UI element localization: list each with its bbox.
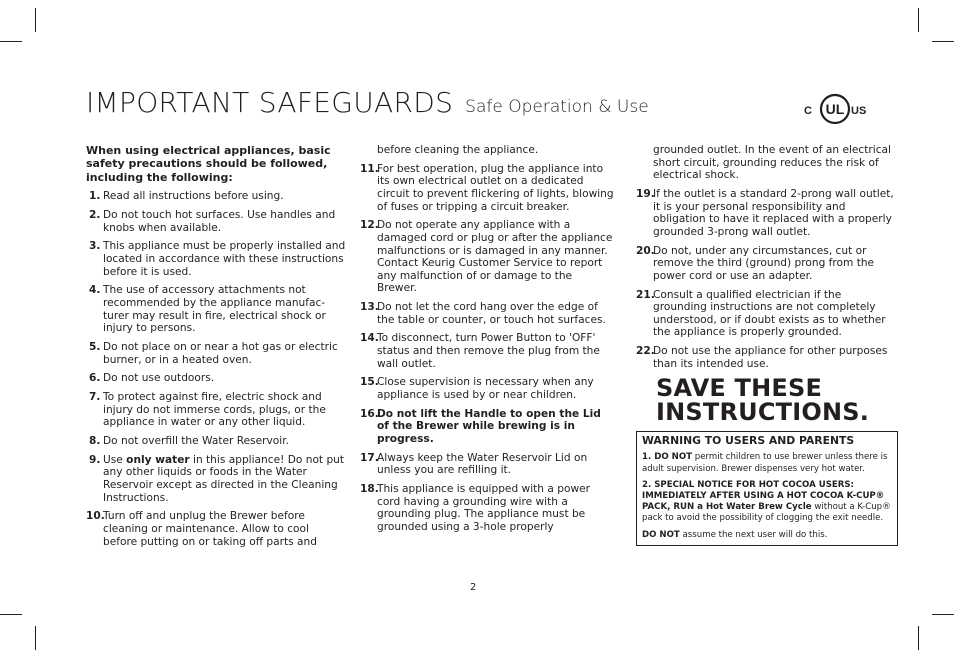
ul-mark-right: US xyxy=(851,105,867,117)
safeguard-item: 11. For best operation, plug the appliance into its own electrical outlet on a dedicated circuit to prevent flickering of lights, blowing of fuses or tripping a circuit breaker. xyxy=(360,162,614,213)
crop-mark xyxy=(932,614,954,615)
safeguard-item: 18. This appliance is equipped with a power cord having a grounding wire with a grounding plug. The appliance must be grounded using a 3-hole properly xyxy=(360,483,590,533)
column-3 xyxy=(636,144,898,546)
safeguard-item: 13. Do not let the cord hang over the edge of the table or counter, or touch hot surfaces. xyxy=(360,301,606,326)
title-subtitle: Safe Operation & Use xyxy=(465,97,649,117)
ul-mark-center: UL xyxy=(825,101,845,117)
safeguard-item: 22. Do not use the appliance for other purposes than its intended use. xyxy=(636,345,888,370)
crop-mark xyxy=(918,8,919,32)
safeguard-item: 20. Do not, under any circumstances, cut or remove the third (ground) prong from the power cord or use an adapter. xyxy=(636,244,875,282)
warning-paragraph: 1. DO NOT permit children to use brewer unless there is adult supervision. Brewer dispenses very hot water. xyxy=(642,452,888,474)
safeguard-item: 6. Do not use outdoors. xyxy=(89,372,215,385)
crop-mark xyxy=(932,41,954,42)
safeguard-item-continued: grounded outlet. In the event of an electrical short circuit, grounding reduces the risk of electrical shock. xyxy=(653,144,891,182)
crop-mark xyxy=(35,626,36,650)
safeguard-item: 3. This appliance must be properly installed and located in accordance with these instructions before it is used. xyxy=(89,240,346,278)
ul-mark-left: C xyxy=(804,105,812,117)
save-instructions-heading: SAVE THESE INSTRUCTIONS. xyxy=(656,374,870,427)
safeguard-item: 7. To protect against fire, electric shock and injury do not immerse cords, plugs, or the appliance in water or any other liquid. xyxy=(89,391,326,429)
safeguard-item: 1. Read all instructions before using. xyxy=(89,190,284,203)
safeguard-item: 14. To disconnect, turn Power Button to 'OFF' status and then remove the plug from the wall outlet. xyxy=(360,332,600,370)
safeguard-item: 10. Turn off and unplug the Brewer before cleaning or maintenance. Allow to cool before putting on or taking off parts and xyxy=(86,510,317,548)
ul-certification-icon xyxy=(800,92,870,126)
safeguard-item: 4. The use of accessory attachments not recommended by the appliance manufacturer may result in fire, electrical shock or injury to persons. xyxy=(89,284,326,335)
title-main: IMPORTANT SAFEGUARDS xyxy=(86,86,454,119)
warning-title: WARNING TO USERS AND PARENTS xyxy=(642,434,855,448)
warning-paragraph: 2. SPECIAL NOTICE FOR HOT COCOA USERS: IMMEDIATELY AFTER USING A HOT COCOA K-CUP® PACK, RUN a Hot Water Brew Cycle without a K-Cup® pack to avoid the possibility of clogging the exit needle. xyxy=(642,479,891,524)
page-title xyxy=(86,86,649,119)
safeguard-item: 17. Always keep the Water Reservoir Lid on unless you are refilling it. xyxy=(360,451,588,477)
safeguard-item-continued: before cleaning the appliance. xyxy=(377,144,539,156)
safeguard-item: 21. Consult a qualified electrician if the grounding instructions are not completely understood, or if doubt exists as to whether the appliance is properly grounded. xyxy=(636,288,886,339)
safeguard-item: 5. Do not place on or near a hot gas or electric burner, or in a heated oven. xyxy=(89,340,338,366)
safeguard-item: 9. Use only water in this appliance! Do not put any other liquids or foods in the Water Reservoir except as directed in the Cleaning Instructions. xyxy=(89,453,345,504)
crop-mark xyxy=(35,8,36,32)
warning-box xyxy=(636,431,898,545)
safeguard-item: 12. Do not operate any appliance with a damaged cord or plug or after the appliance malfunctions or is damaged in any manner. Contact Keurig Customer Service to report any malfunction of or damage to the Brewer. xyxy=(360,219,613,295)
crop-mark xyxy=(0,614,22,615)
safeguard-item: 16. Do not lift the Handle to open the Lid of the Brewer while brewing is in progress. xyxy=(360,407,601,445)
column-1 xyxy=(86,144,346,554)
safeguard-item: 2. Do not touch hot surfaces. Use handles and knobs when available. xyxy=(89,209,336,234)
warning-paragraph: DO NOT assume the next user will do this. xyxy=(642,529,828,540)
page-number: 2 xyxy=(470,582,477,593)
safeguard-item: 15. Close supervision is necessary when any appliance is used by or near children. xyxy=(360,376,594,402)
crop-mark xyxy=(0,41,22,42)
column-2 xyxy=(360,144,614,540)
crop-mark xyxy=(918,626,919,650)
safeguard-item: 8. Do not overfill the Water Reservoir. xyxy=(89,435,289,448)
intro-text: When using electrical appliances, basic safety precautions should be followed, including the following: xyxy=(86,144,331,184)
safeguard-item: 19. If the outlet is a standard 2-prong wall outlet, it is your personal responsibility and obligation to have it replaced with a properly grounded 3-prong wall outlet. xyxy=(636,187,894,238)
